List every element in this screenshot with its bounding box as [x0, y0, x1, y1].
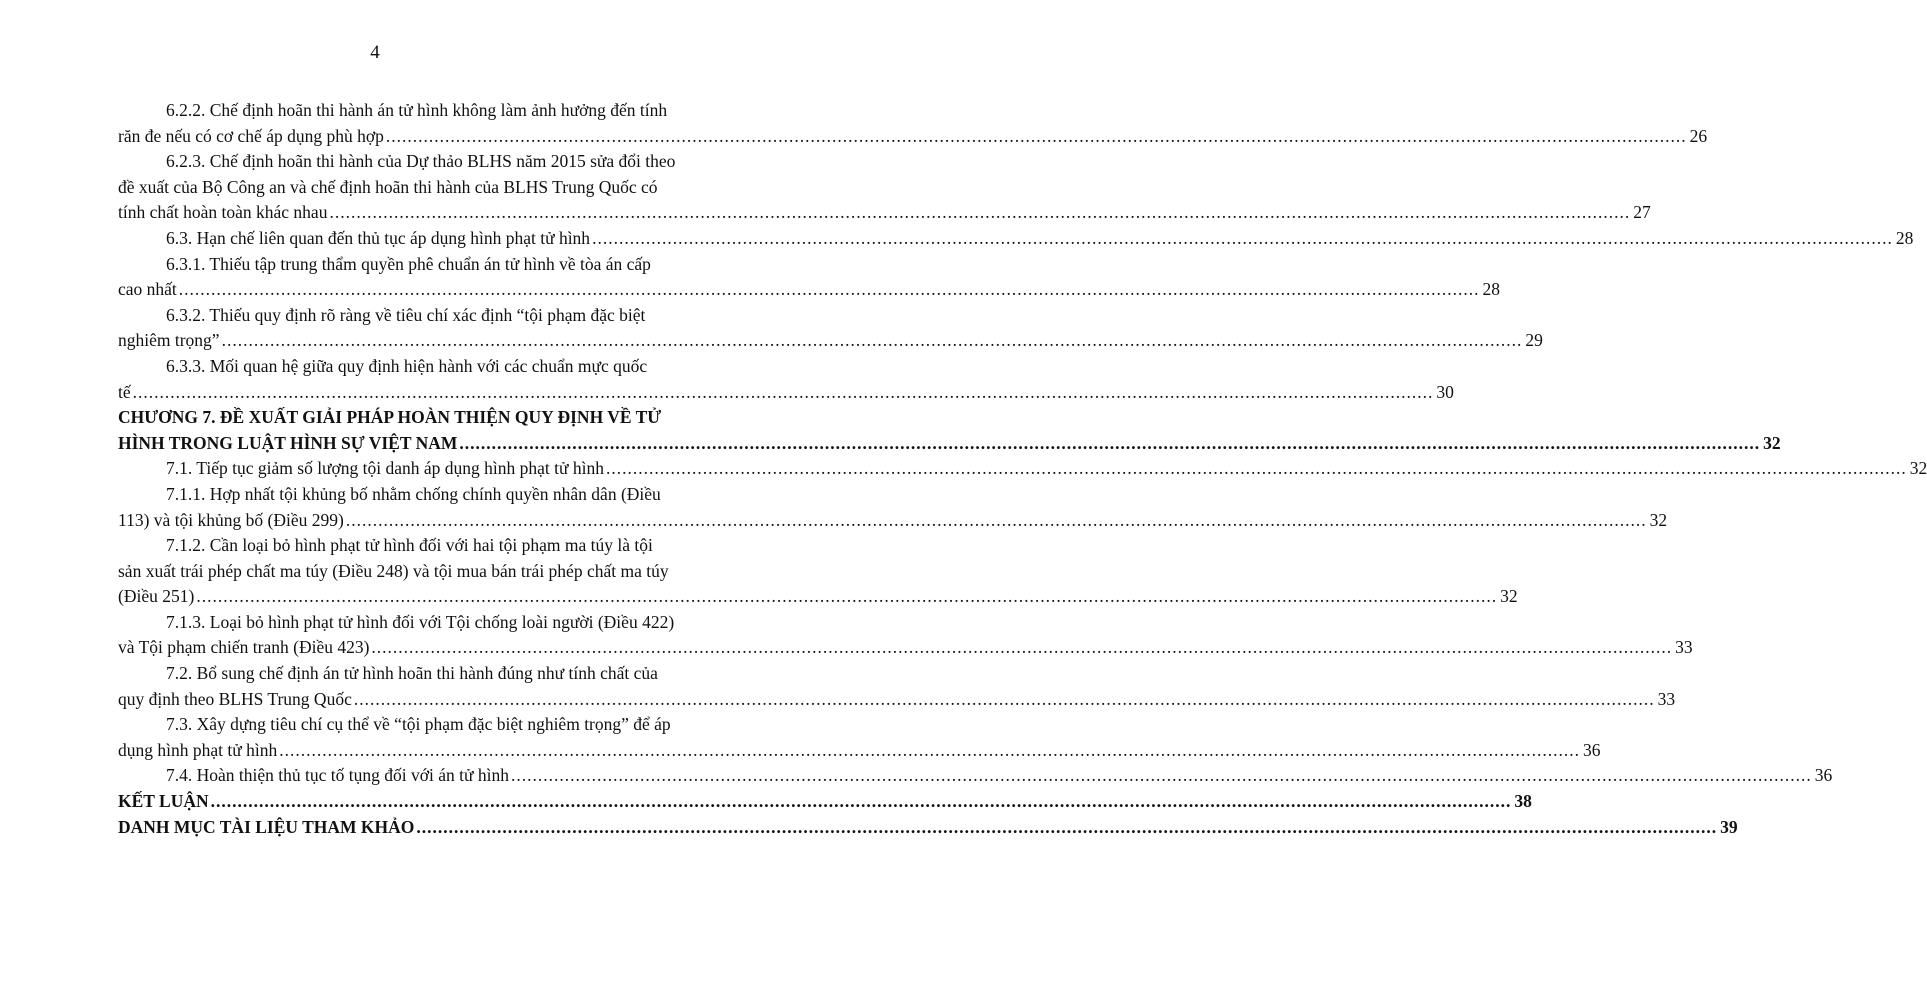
toc-entry-text: 113) và tội khủng bố (Điều 299)	[118, 509, 344, 530]
toc-entry[interactable]	[118, 482, 1668, 533]
toc-entry-text: CHƯƠNG 7. ĐỀ XUẤT GIẢI PHÁP HOÀN THIỆN QUY ĐỊNH VỀ TỬ	[118, 407, 662, 428]
toc-entry-text: 6.3.3. Mối quan hệ giữa quy định hiện hành với các chuẩn mực quốc	[166, 355, 648, 376]
toc-entry-text: 6.2.2. Chế định hoãn thi hành án tử hình không làm ảnh hưởng đến tính	[166, 100, 668, 120]
toc-page-number: 28	[1895, 227, 1914, 248]
toc-entry-text: (Điều 251)	[118, 586, 195, 607]
toc-page-number: 32	[1649, 509, 1668, 530]
toc-entry-text: 7.1. Tiếp tục giảm số lượng tội danh áp dụng hình phạt tử hình	[166, 458, 605, 479]
dot-leader	[386, 124, 1687, 150]
toc-page-number: 32	[1500, 586, 1518, 607]
toc-entry-text: tính chất hoàn toàn khác nhau	[118, 202, 328, 223]
toc-entry[interactable]	[118, 149, 1651, 226]
toc-entry-text: 7.1.3. Loại bỏ hình phạt tử hình đối với Tội chống loài người (Điều 422)	[166, 611, 675, 632]
dot-leader	[222, 328, 1523, 354]
toc-entry-text: 7.2. Bổ sung chế định án tử hình hoãn thi hành đúng như tính chất của	[166, 663, 658, 684]
toc-page-number: 33	[1657, 688, 1676, 709]
toc-page-number: 36	[1814, 765, 1833, 786]
toc-page-number: 30	[1436, 381, 1454, 402]
toc-entry[interactable]	[118, 354, 1454, 405]
toc-page-number: 27	[1633, 202, 1651, 223]
toc-page-number: 29	[1525, 330, 1543, 351]
toc-entry-text: 6.2.3. Chế định hoãn thi hành của Dự thảo BLHS năm 2015 sửa đổi theo	[166, 151, 676, 172]
toc-entry-text: quy định theo BLHS Trung Quốc	[118, 688, 352, 709]
toc-page-number: 26	[1689, 125, 1708, 146]
toc-page-number: 32	[1909, 458, 1927, 479]
toc-entry-text: 7.1.1. Hợp nhất tội khủng bố nhằm chống chính quyền nhân dân (Điều	[166, 483, 661, 504]
toc-entry-text: đề xuất của Bộ Công an và chế định hoãn thi hành của BLHS Trung Quốc có	[118, 176, 658, 197]
toc-entry-text: 7.1.2. Cần loại bỏ hình phạt tử hình đối với hai tội phạm ma túy là tội	[166, 535, 653, 556]
toc-entry[interactable]	[118, 456, 1927, 482]
dot-leader	[329, 200, 1630, 226]
dot-leader	[346, 508, 1647, 534]
toc-entry-text: sản xuất trái phép chất ma túy (Điều 248) và tội mua bán trái phép chất ma túy	[118, 560, 669, 581]
toc-entry[interactable]	[118, 303, 1543, 354]
page-number: 4	[370, 42, 380, 63]
toc-page-number: 32	[1763, 432, 1781, 453]
dot-leader	[133, 380, 1434, 406]
toc-page-number: 38	[1514, 791, 1532, 812]
toc-entry[interactable]	[118, 405, 1781, 456]
toc-page-number: 28	[1482, 279, 1501, 300]
toc-page-number: 33	[1675, 637, 1693, 658]
table-of-contents	[118, 98, 1927, 840]
toc-entry[interactable]	[118, 610, 1693, 661]
toc-entry[interactable]	[118, 661, 1676, 712]
dot-leader	[511, 763, 1812, 789]
toc-entry[interactable]	[118, 815, 1738, 841]
dot-leader	[592, 226, 1893, 252]
toc-page-number: 36	[1582, 739, 1601, 760]
toc-entry-text: 7.3. Xây dựng tiêu chí cụ thể về “tội phạm đặc biệt nghiêm trọng” để áp	[166, 714, 671, 735]
toc-entry-text: dụng hình phạt tử hình	[118, 739, 278, 760]
toc-entry-text: răn đe nếu có cơ chế áp dụng phù hợp	[118, 125, 384, 146]
toc-page-number: 39	[1720, 816, 1738, 837]
toc-entry-text: HÌNH TRONG LUẬT HÌNH SỰ VIỆT NAM	[118, 432, 458, 453]
dot-leader	[279, 738, 1580, 764]
dot-leader	[459, 431, 1760, 457]
dot-leader	[211, 789, 1512, 815]
toc-entry-text: 6.3.1. Thiếu tập trung thẩm quyền phê chuẩn án tử hình về tòa án cấp	[166, 253, 651, 274]
toc-entry[interactable]	[118, 789, 1532, 815]
toc-entry[interactable]	[118, 763, 1833, 789]
toc-entry[interactable]	[118, 98, 1708, 149]
dot-leader	[371, 635, 1672, 661]
toc-entry[interactable]	[118, 533, 1518, 610]
toc-entry[interactable]	[118, 252, 1501, 303]
dot-leader	[196, 584, 1497, 610]
toc-entry-text: KẾT LUẬN	[118, 791, 209, 812]
toc-entry[interactable]	[118, 712, 1601, 763]
dot-leader	[606, 456, 1907, 482]
toc-entry-text: 6.3.2. Thiếu quy định rõ ràng về tiêu chí xác định “tội phạm đặc biệt	[166, 304, 646, 325]
toc-entry-text: tế	[118, 381, 131, 402]
dot-leader	[416, 815, 1717, 841]
dot-leader	[354, 687, 1655, 713]
dot-leader	[179, 277, 1480, 303]
toc-entry-text: DANH MỤC TÀI LIỆU THAM KHẢO	[118, 816, 415, 837]
toc-entry-text: cao nhất	[118, 279, 177, 300]
toc-entry-text: nghiêm trọng”	[118, 330, 220, 351]
toc-entry-text: 7.4. Hoàn thiện thủ tục tố tụng đối với án tử hình	[166, 765, 509, 786]
toc-entry-text: 6.3. Hạn chế liên quan đến thủ tục áp dụng hình phạt tử hình	[166, 227, 591, 248]
toc-entry[interactable]	[118, 226, 1914, 252]
toc-entry-text: và Tội phạm chiến tranh (Điều 423)	[118, 637, 370, 658]
